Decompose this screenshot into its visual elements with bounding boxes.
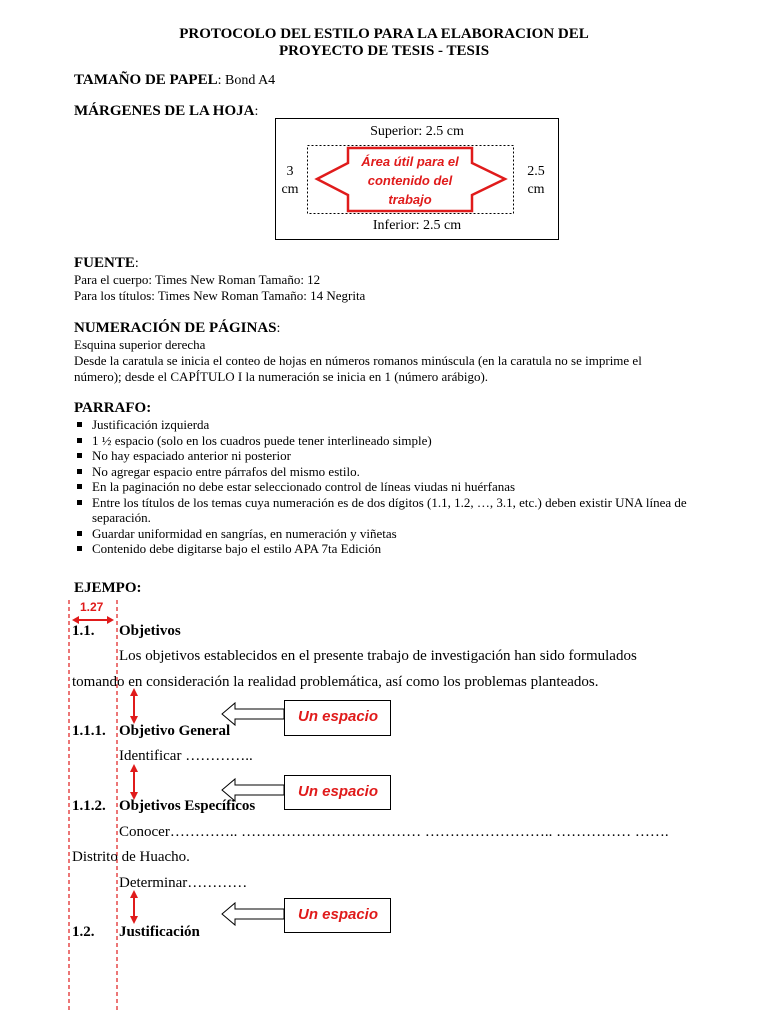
paper-size-value: : Bond A4 <box>217 73 276 88</box>
heading-3-number: 1.1.2. <box>72 798 106 814</box>
usable-area-line-3: trabajo <box>388 192 432 207</box>
heading-3-text: Objetivos Específicos <box>119 798 256 814</box>
list-item: 1 ½ espacio (solo en los cuadros puede tener interlineado simple) <box>74 433 714 449</box>
determine-line: Determinar………… <box>119 875 248 891</box>
example-heading: EJEMPO: <box>74 580 142 596</box>
heading-4-number: 1.2. <box>72 924 95 940</box>
font-titles-text: Para los títulos: Times New Roman Tamaño: 14 Negrita <box>74 288 366 303</box>
pointer-arrow-3 <box>222 903 284 925</box>
heading-4-text: Justificación <box>119 924 200 940</box>
list-item: Contenido debe digitarse bajo el estilo APA 7ta Edición <box>74 541 714 557</box>
indent-label: 1.27 <box>80 600 104 614</box>
margins-label: MÁRGENES DE LA HOJA <box>74 103 255 119</box>
usable-area-line-1: Área útil para el <box>361 154 459 169</box>
space-label-2: Un espacio <box>297 783 379 800</box>
document-title-line-1: PROTOCOLO DEL ESTILO PARA LA ELABORACION DEL <box>179 26 589 42</box>
heading-1-number: 1.1. <box>72 623 95 639</box>
left-margin-value: 3 <box>286 164 294 179</box>
list-item: No agregar espacio entre párrafos del mismo estilo. <box>74 464 714 480</box>
paragraph-line-1: Los objetivos establecidos en el presente trabajo de investigación han sido formulados <box>119 648 637 664</box>
identify-line: Identificar ………….. <box>119 748 253 764</box>
spacing-arrow-2 <box>130 764 138 800</box>
list-item: En la paginación no debe estar seleccionado control de líneas viudas ni huérfanas <box>74 479 714 495</box>
paragraph-heading: PARRAFO: <box>74 400 152 416</box>
space-label-3: Un espacio <box>297 906 379 923</box>
spacing-arrow-3 <box>130 890 138 924</box>
numbering-line-3: número); desde el CAPÍTULO I la numeración se inicia en 1 (número arábigo). <box>74 369 489 384</box>
paper-size-label: TAMAÑO DE PAPEL <box>74 72 218 88</box>
list-item: Justificación izquierda <box>74 417 714 433</box>
list-item: Entre los títulos de los temas cuya numeración es de dos dígitos (1.1, 1.2, …, 3.1, etc.) deben existir UNA línea de separación. <box>74 495 714 526</box>
document-title-line-2: PROYECTO DE TESIS - TESIS <box>278 43 490 59</box>
heading-2-text: Objetivo General <box>119 723 231 739</box>
heading-2-number: 1.1.1. <box>72 723 106 739</box>
numbering-colon: : <box>276 321 281 336</box>
font-label: FUENTE <box>74 255 135 271</box>
heading-1-text: Objetivos <box>119 623 181 639</box>
space-label-1: Un espacio <box>297 708 379 725</box>
font-body-text: Para el cuerpo: Times New Roman Tamaño: 12 <box>74 272 321 287</box>
pointer-arrow-1 <box>222 703 284 725</box>
usable-area-line-2: contenido del <box>367 173 453 188</box>
right-margin-unit: cm <box>527 182 545 197</box>
top-margin-label: Superior: 2.5 cm <box>370 124 464 139</box>
know-line: Conocer………….. ……………………………… …………………….. …………… ……. <box>119 824 669 840</box>
margins-colon: : <box>254 104 259 119</box>
bottom-margin-label: Inferior: 2.5 cm <box>372 218 462 233</box>
spacing-arrow-1 <box>130 688 138 724</box>
font-colon: : <box>134 256 139 271</box>
numbering-label: NUMERACIÓN DE PÁGINAS <box>74 320 277 336</box>
right-margin-value: 2.5 <box>527 164 545 179</box>
list-item: No hay espaciado anterior ni posterior <box>74 448 714 464</box>
left-margin-unit: cm <box>281 182 299 197</box>
numbering-line-1: Esquina superior derecha <box>74 337 206 352</box>
list-item: Guardar uniformidad en sangrías, en numeración y viñetas <box>74 526 714 542</box>
district-line: Distrito de Huacho. <box>72 849 190 865</box>
numbering-line-2: Desde la caratula se inicia el conteo de hojas en números romanos minúscula (en la caratula no se imprime el <box>74 353 642 368</box>
paragraph-line-2: tomando en consideración la realidad problemática, así como los problemas planteados. <box>72 674 599 690</box>
